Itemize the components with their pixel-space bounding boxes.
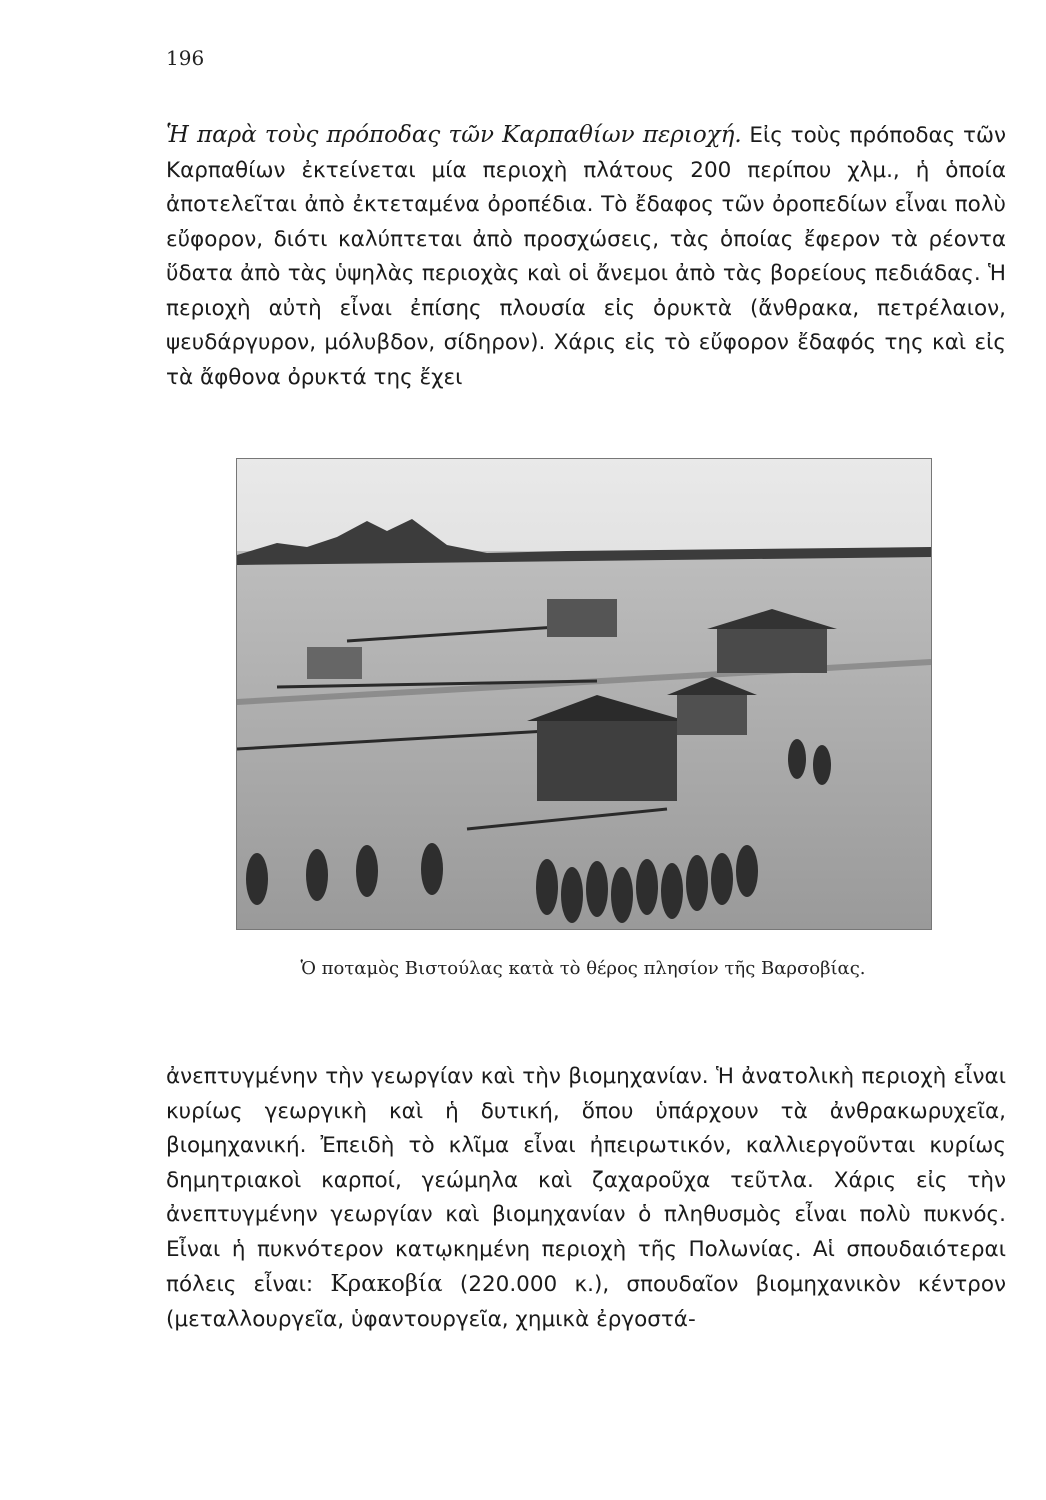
page-number: 196	[166, 46, 205, 70]
vistula-river-photo	[236, 458, 932, 930]
river-photo-illustration	[237, 459, 931, 929]
paragraph-2-text-end: (220.000 κ.), σπουδαῖον βιομηχανικὸν κέντρον (μεταλλουργεῖα, ὑφαντουργεῖα, χημικὰ ἐργοστά-	[166, 1272, 1006, 1332]
paragraph-agriculture-industry	[166, 1060, 1006, 1337]
paragraph-2-text-start: ἀνεπτυγμένην τὴν γεωργίαν καὶ τὴν βιομηχανίαν. Ἡ ἀνατολικὴ περιοχὴ εἶναι κυρίως γεωργικὴ καὶ ἡ δυτική, ὅπου ὑπάρχουν τὰ ἀνθρακωρυχεῖα, βιομηχανική. Ἐπειδὴ τὸ κλῖμα εἶναι ἠπειρωτικόν, καλλιεργοῦνται κυρίως δημητριακοὶ καρποί, γεώμηλα καὶ ζαχαροῦχα τεῦτλα. Χάρις εἰς τὴν ἀνεπτυγμένην γεωργίαν καὶ βιομηχανίαν ὁ πληθυσμὸς εἶναι πολὺ πυκνός. Εἶναι ἡ πυκνότερον κατῳκημένη περιοχὴ τῆς Πολωνίας. Αἱ σπουδαιότεραι πόλεις εἶναι:	[166, 1064, 1006, 1297]
photo-caption: Ὁ ποταμὸς Βιστούλας κατὰ τὸ θέρος πλησίον τῆς Βαρσοβίας.	[300, 958, 866, 979]
paragraph-carpathian-foothills	[166, 118, 1006, 395]
city-name-krakow: Κρακοβία	[330, 1271, 443, 1297]
paragraph-1-text: Εἰς τοὺς πρόποδας τῶν Καρπαθίων ἐκτείνεται μία περιοχὴ πλάτους 200 περίπου χλμ., ἡ ὁποία ἀποτελεῖται ἀπὸ ἐκτεταμένα ὀροπέδια. Τὸ ἔδαφος τῶν ὀροπεδίων εἶναι πολὺ εὔφορον, διότι καλύπτεται ἀπὸ προσχώσεις, τὰς ὁποίας ἔφερον τὰ ρέοντα ὕδατα ἀπὸ τὰς ὑψηλὰς περιοχὰς καὶ οἱ ἄνεμοι ἀπὸ τὰς βορείους πεδιάδας. Ἡ περιοχὴ αὐτὴ εἶναι ἐπίσης πλουσία εἰς ὀρυκτὰ (ἄνθρακα, πετρέλαιον, ψευδάργυρον, μόλυβδον, σίδηρον). Χάρις εἰς τὸ εὔφορον ἔδαφός της καὶ εἰς τὰ ἄφθονα ὀρυκτά της ἔχει	[166, 123, 1006, 390]
section-heading: Ἡ παρὰ τοὺς πρόποδας τῶν Καρπαθίων περιοχή.	[166, 122, 742, 148]
